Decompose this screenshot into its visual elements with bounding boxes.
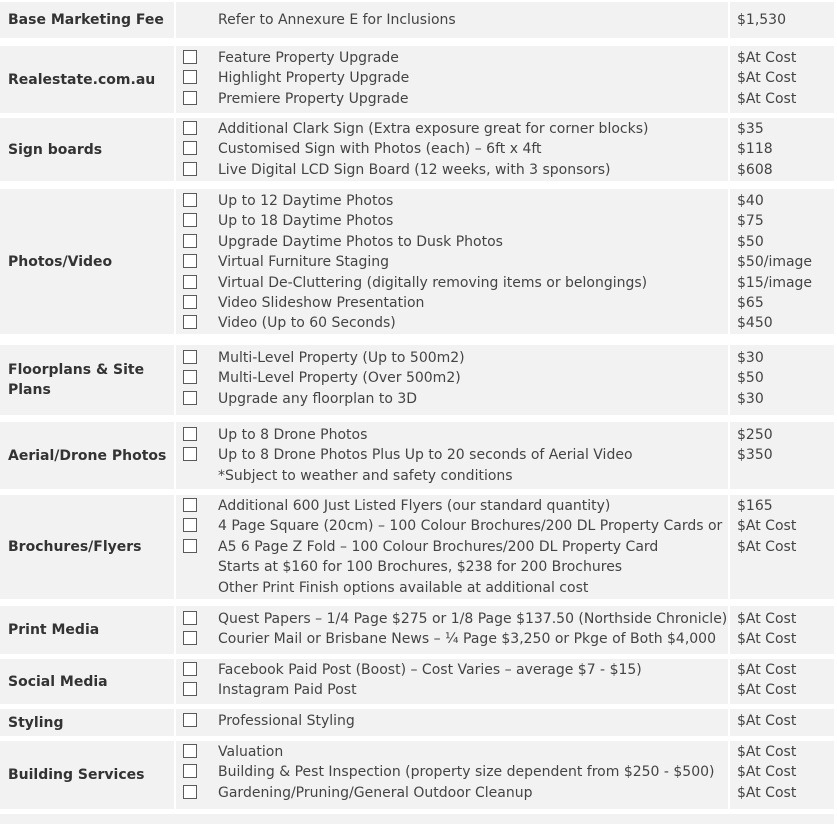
line-item bbox=[0, 10, 834, 30]
item-description: Instagram Paid Post bbox=[218, 682, 357, 699]
section-category-label: Brochures/Flyers bbox=[8, 539, 142, 555]
line-item bbox=[0, 232, 834, 252]
line-item bbox=[0, 783, 834, 803]
section-row bbox=[0, 422, 834, 489]
section-row bbox=[0, 606, 834, 654]
line-item bbox=[0, 273, 834, 293]
item-price: $At Cost bbox=[737, 611, 797, 627]
section-category-label: Base Marketing Fee bbox=[8, 12, 164, 28]
item-description: Feature Property Upgrade bbox=[218, 50, 399, 66]
item-description: Virtual De-Cluttering (digitally removing items or belongings) bbox=[218, 274, 648, 291]
item-price: $At Cost bbox=[737, 50, 797, 66]
item-description: 4 Page Square (20cm) – 100 Colour Brochures/200 DL Property Cards or bbox=[218, 518, 723, 535]
item-price: $165 bbox=[737, 498, 773, 514]
item-price: $50 bbox=[737, 370, 764, 387]
option-checkbox[interactable] bbox=[183, 518, 197, 532]
option-checkbox[interactable] bbox=[183, 91, 197, 105]
item-price: $50/image bbox=[737, 254, 813, 271]
section-row bbox=[0, 741, 834, 809]
option-checkbox[interactable] bbox=[183, 141, 197, 155]
item-description: Customised Sign with Photos (each) – 6ft x 4ft bbox=[218, 141, 542, 158]
item-description: Quest Papers – 1/4 Page $275 or 1/8 Page $137.50 (Northside Chronicle) bbox=[218, 611, 728, 627]
line-item bbox=[0, 516, 834, 536]
section-category-label: Print Media bbox=[8, 622, 100, 638]
section-category-label: Styling bbox=[8, 714, 64, 731]
item-price: $At Cost bbox=[737, 662, 797, 678]
item-price: $1,530 bbox=[737, 12, 786, 28]
item-description: Valuation bbox=[218, 744, 284, 760]
line-item bbox=[0, 89, 834, 109]
item-price: $At Cost bbox=[737, 713, 797, 729]
option-checkbox[interactable] bbox=[183, 391, 197, 405]
option-checkbox[interactable] bbox=[183, 162, 197, 176]
option-checkbox[interactable] bbox=[183, 662, 197, 676]
option-checkbox[interactable] bbox=[183, 121, 197, 135]
option-checkbox[interactable] bbox=[183, 254, 197, 268]
line-item bbox=[0, 680, 834, 700]
section-category-label: Aerial/Drone Photos bbox=[8, 447, 167, 464]
option-checkbox[interactable] bbox=[183, 744, 197, 758]
line-item bbox=[0, 211, 834, 231]
section-row bbox=[0, 659, 834, 704]
section-category-label: Building Services bbox=[8, 767, 145, 783]
item-description: Courier Mail or Brisbane News – ¼ Page $3,250 or Pkge of Both $4,000 bbox=[218, 631, 716, 648]
line-item bbox=[0, 629, 834, 649]
item-price: $At Cost bbox=[737, 744, 797, 760]
line-item bbox=[0, 160, 834, 180]
line-item bbox=[0, 425, 834, 445]
option-checkbox[interactable] bbox=[183, 682, 197, 696]
item-description: Highlight Property Upgrade bbox=[218, 70, 410, 87]
line-item bbox=[0, 348, 834, 368]
section-category-label: Sign boards bbox=[8, 141, 103, 158]
item-price: $At Cost bbox=[737, 784, 797, 801]
line-item bbox=[0, 139, 834, 159]
option-checkbox[interactable] bbox=[183, 713, 197, 727]
item-description: Up to 8 Drone Photos Plus Up to 20 seconds of Aerial Video bbox=[218, 447, 633, 464]
item-description: Additional 600 Just Listed Flyers (our standard quantity) bbox=[218, 498, 611, 514]
item-price: $At Cost bbox=[737, 682, 797, 699]
item-price: $450 bbox=[737, 315, 773, 332]
line-item bbox=[0, 609, 834, 629]
line-item bbox=[0, 252, 834, 272]
line-item bbox=[0, 293, 834, 313]
item-price: $40 bbox=[737, 193, 764, 209]
section-category-label: Realestate.com.au bbox=[8, 71, 156, 88]
section-row bbox=[0, 709, 834, 736]
option-checkbox[interactable] bbox=[183, 213, 197, 227]
item-description: Building & Pest Inspection (property size dependent from $250 - $500) bbox=[218, 764, 715, 781]
section-category-label: Social Media bbox=[8, 673, 108, 690]
section-row bbox=[0, 46, 834, 113]
line-item bbox=[0, 313, 834, 333]
item-price: $118 bbox=[737, 141, 773, 158]
item-price: $At Cost bbox=[737, 538, 797, 555]
item-description: Video Slideshow Presentation bbox=[218, 295, 425, 311]
item-description: Starts at $160 for 100 Brochures, $238 for 200 Brochures bbox=[218, 559, 623, 576]
section-row bbox=[0, 495, 834, 599]
option-checkbox[interactable] bbox=[183, 539, 197, 553]
item-description: Up to 12 Daytime Photos bbox=[218, 193, 394, 209]
item-price: $65 bbox=[737, 295, 764, 311]
item-price: $35 bbox=[737, 121, 764, 137]
option-checkbox[interactable] bbox=[183, 193, 197, 207]
line-item bbox=[0, 496, 834, 516]
option-checkbox[interactable] bbox=[183, 447, 197, 461]
item-description: Other Print Finish options available at additional cost bbox=[218, 579, 589, 596]
option-checkbox[interactable] bbox=[183, 234, 197, 248]
line-item bbox=[0, 557, 834, 577]
item-price: $250 bbox=[737, 427, 773, 443]
item-description: A5 6 Page Z Fold – 100 Colour Brochures/200 DL Property Card bbox=[218, 538, 659, 555]
item-price: $50 bbox=[737, 233, 764, 250]
line-item bbox=[0, 711, 834, 731]
line-item bbox=[0, 660, 834, 680]
option-checkbox[interactable] bbox=[183, 631, 197, 645]
option-checkbox[interactable] bbox=[183, 70, 197, 84]
item-price: $30 bbox=[737, 350, 764, 366]
item-description: Up to 8 Drone Photos bbox=[218, 427, 368, 443]
option-checkbox[interactable] bbox=[183, 370, 197, 384]
option-checkbox[interactable] bbox=[183, 785, 197, 799]
line-item bbox=[0, 762, 834, 782]
item-description: *Subject to weather and safety conditions bbox=[218, 467, 513, 484]
line-item bbox=[0, 48, 834, 68]
item-description: Refer to Annexure E for Inclusions bbox=[218, 12, 456, 28]
section-row bbox=[0, 2, 834, 38]
item-description: Additional Clark Sign (Extra exposure great for corner blocks) bbox=[218, 121, 649, 137]
item-price: $At Cost bbox=[737, 764, 797, 781]
item-price: $30 bbox=[737, 390, 764, 407]
item-description: Facebook Paid Post (Boost) – Cost Varies – average $7 - $15) bbox=[218, 662, 642, 678]
item-description: Gardening/Pruning/General Outdoor Cleanup bbox=[218, 784, 533, 801]
option-checkbox[interactable] bbox=[183, 611, 197, 625]
item-price: $At Cost bbox=[737, 518, 797, 535]
option-checkbox[interactable] bbox=[183, 427, 197, 441]
line-item bbox=[0, 537, 834, 557]
line-item bbox=[0, 466, 834, 486]
item-description: Professional Styling bbox=[218, 713, 355, 729]
item-price: $15/image bbox=[737, 274, 813, 291]
line-item bbox=[0, 119, 834, 139]
item-description: Multi-Level Property (Up to 500m2) bbox=[218, 350, 465, 366]
line-item bbox=[0, 191, 834, 211]
item-description: Up to 18 Daytime Photos bbox=[218, 213, 394, 230]
line-item bbox=[0, 445, 834, 465]
item-description: Premiere Property Upgrade bbox=[218, 90, 409, 107]
option-checkbox[interactable] bbox=[183, 275, 197, 289]
section-row bbox=[0, 345, 834, 415]
line-item bbox=[0, 368, 834, 388]
line-item bbox=[0, 742, 834, 762]
option-checkbox[interactable] bbox=[183, 295, 197, 309]
item-description: Upgrade any floorplan to 3D bbox=[218, 390, 418, 407]
option-checkbox[interactable] bbox=[183, 498, 197, 512]
item-price: $608 bbox=[737, 161, 773, 178]
section-row bbox=[0, 189, 834, 334]
line-item bbox=[0, 389, 834, 409]
option-checkbox[interactable] bbox=[183, 315, 197, 329]
item-description: Multi-Level Property (Over 500m2) bbox=[218, 370, 461, 387]
item-description: Upgrade Daytime Photos to Dusk Photos bbox=[218, 233, 503, 250]
section-row bbox=[0, 118, 834, 181]
option-checkbox[interactable] bbox=[183, 764, 197, 778]
item-description: Virtual Furniture Staging bbox=[218, 254, 389, 271]
line-item bbox=[0, 68, 834, 88]
option-checkbox[interactable] bbox=[183, 50, 197, 64]
section-category-label: Photos/Video bbox=[8, 253, 113, 270]
table-footer-strip bbox=[0, 814, 834, 824]
item-description: Video (Up to 60 Seconds) bbox=[218, 315, 396, 332]
line-item bbox=[0, 578, 834, 598]
item-price: $At Cost bbox=[737, 631, 797, 648]
section-category-label: Floorplans & Site Plans bbox=[8, 362, 145, 398]
item-price: $350 bbox=[737, 447, 773, 464]
option-checkbox[interactable] bbox=[183, 350, 197, 364]
item-price: $75 bbox=[737, 213, 764, 230]
item-price: $At Cost bbox=[737, 70, 797, 87]
item-description: Live Digital LCD Sign Board (12 weeks, with 3 sponsors) bbox=[218, 161, 611, 178]
item-price: $At Cost bbox=[737, 90, 797, 107]
